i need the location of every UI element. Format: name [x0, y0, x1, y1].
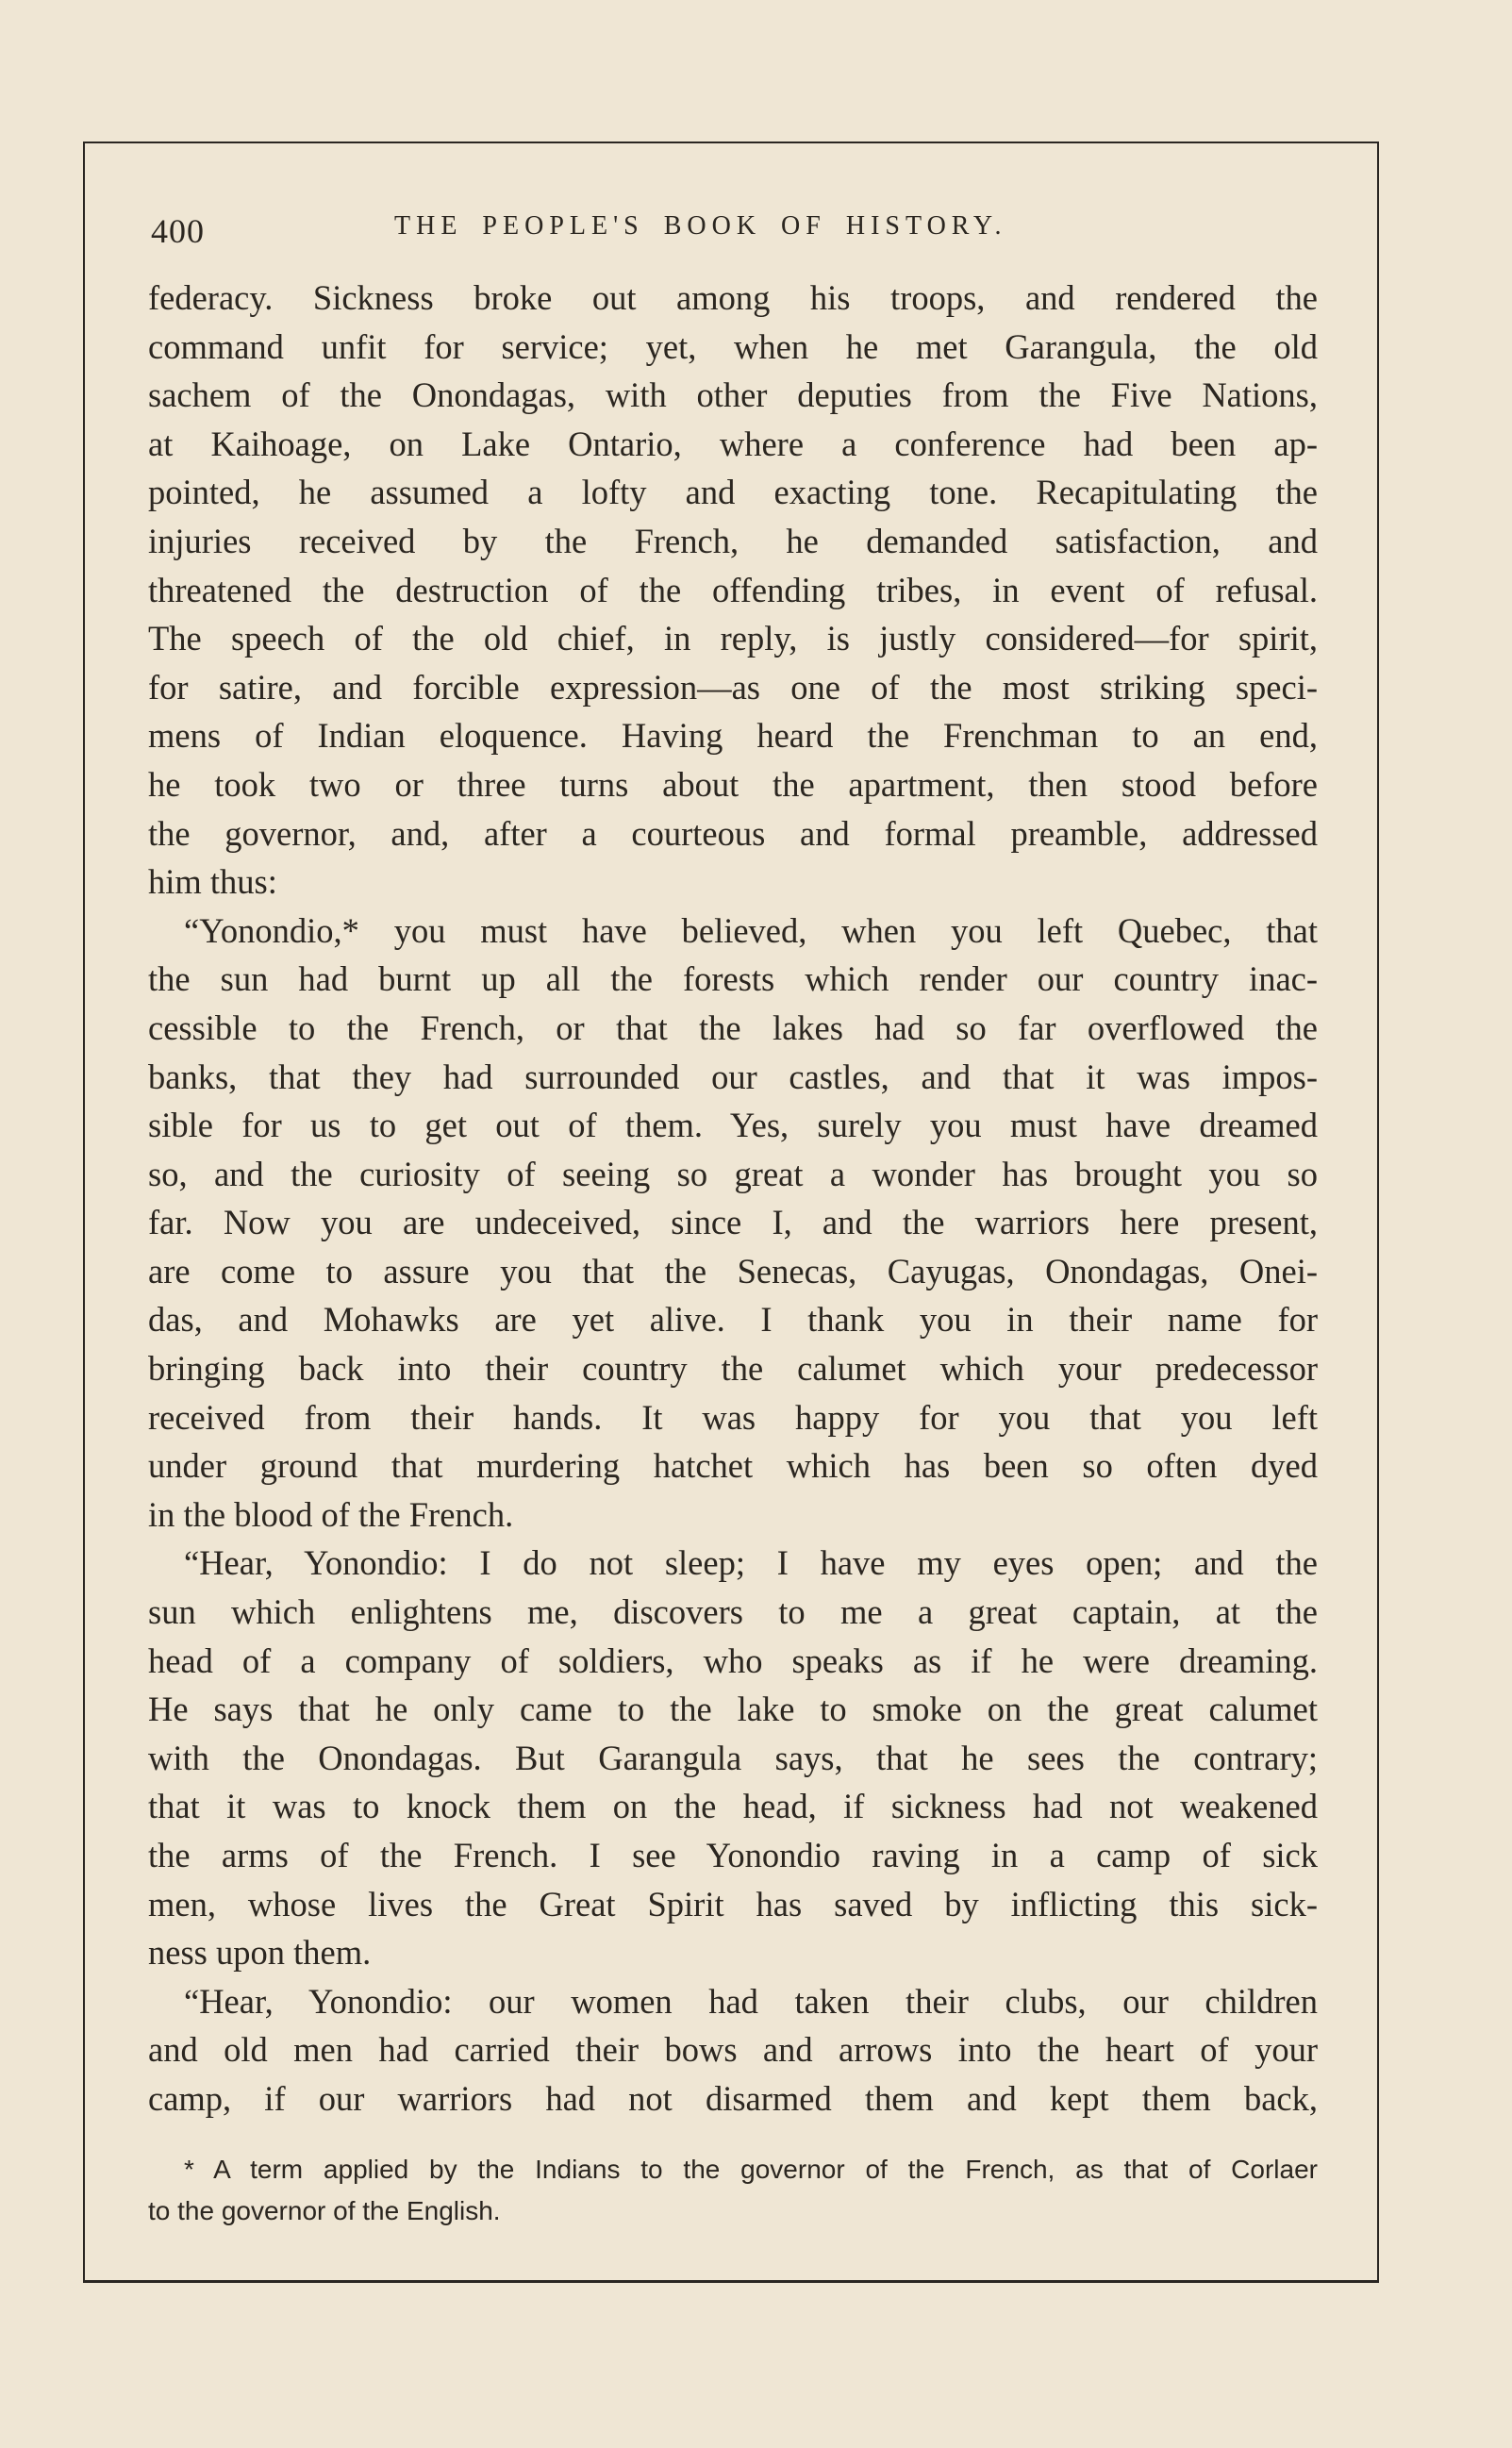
text-line: sible for us to get out of them. Yes, surely you must have dreamed [148, 1106, 1318, 1145]
text-line: He says that he only came to the lake to smoke on the great calumet [148, 1690, 1318, 1729]
text-line: he took two or three turns about the apartment, then stood before [148, 764, 1318, 804]
text-line: “Yonondio,* you must have believed, when you left Quebec, that [184, 910, 1318, 950]
text-line: camp, if our warriors had not disarmed them and kept them back, [148, 2078, 1318, 2118]
text-line: are come to assure you that the Senecas, Cayugas, Onondagas, Onei- [148, 1251, 1318, 1291]
text-line: pointed, he assumed a lofty and exacting tone. Recapitulating the [148, 473, 1318, 512]
text-line: cessible to the French, or that the lakes had so far overflowed the [148, 1008, 1318, 1047]
footnote-line: * A term applied by the Indians to the governor of the French, as that of Corlaer [184, 2155, 1318, 2184]
body-text [148, 274, 1318, 2123]
text-line: das, and Mohawks are yet alive. I thank you in their name for [148, 1300, 1318, 1340]
text-line: men, whose lives the Great Spirit has saved by inflicting this sick- [148, 1884, 1318, 1923]
text-line: that it was to knock them on the head, if sickness had not weakened [148, 1787, 1318, 1826]
text-line: for satire, and forcible expression—as one of the most striking speci- [148, 667, 1318, 707]
running-head [151, 208, 1321, 255]
text-line: federacy. Sickness broke out among his troops, and rendered the [148, 278, 1318, 317]
text-line: mens of Indian eloquence. Having heard the Frenchman to an end, [148, 716, 1318, 756]
text-line: ness upon them. [148, 1933, 372, 1973]
text-line: injuries received by the French, he demanded satisfaction, and [148, 521, 1318, 560]
text-line: under ground that murdering hatchet which has been so often dyed [148, 1446, 1318, 1486]
text-line: head of a company of soldiers, who speaks as if he were dreaming. [148, 1640, 1318, 1680]
text-line: sun which enlightens me, discovers to me a great captain, at the [148, 1592, 1318, 1632]
text-line: far. Now you are undeceived, since I, and the warriors here present, [148, 1203, 1318, 1242]
text-line: the sun had burnt up all the forests which render our country inac- [148, 959, 1318, 999]
text-line: command unfit for service; yet, when he met Garangula, the old [148, 326, 1318, 366]
text-line: in the blood of the French. [148, 1494, 514, 1534]
text-line: threatened the destruction of the offending tribes, in event of refusal. [148, 570, 1318, 609]
text-line: the arms of the French. I see Yonondio raving in a camp of sick [148, 1836, 1318, 1874]
text-line: “Hear, Yonondio: I do not sleep; I have my eyes open; and the [184, 1543, 1318, 1583]
text-line: banks, that they had surrounded our castles, and that it was impos- [148, 1057, 1318, 1096]
text-line: at Kaihoage, on Lake Ontario, where a conference had been ap- [148, 424, 1318, 463]
text-line: with the Onondagas. But Garangula says, that he sees the contrary; [148, 1738, 1318, 1777]
text-line: received from their hands. It was happy for you that you left [148, 1397, 1318, 1437]
text-line: him thus: [148, 862, 277, 902]
text-line: so, and the curiosity of seeing so great a wonder has brought you so [148, 1154, 1318, 1193]
text-line: sachem of the Onondagas, with other deputies from the Five Nations, [148, 375, 1318, 415]
text-line: bringing back into their country the calumet which your predecessor [148, 1349, 1318, 1389]
text-line: “Hear, Yonondio: our women had taken their clubs, our children [184, 1981, 1318, 2021]
footnote [148, 2149, 1318, 2232]
text-line: the governor, and, after a courteous and formal preamble, addressed [148, 813, 1318, 853]
running-title: THE PEOPLE'S BOOK OF HISTORY. [394, 211, 1007, 241]
page-number: 400 [151, 212, 205, 250]
footnote-line: to the governor of the English. [148, 2196, 501, 2225]
text-line: The speech of the old chief, in reply, is justly considered—for spirit, [148, 619, 1318, 658]
text-line: and old men had carried their bows and arrows into the heart of your [148, 2030, 1318, 2070]
